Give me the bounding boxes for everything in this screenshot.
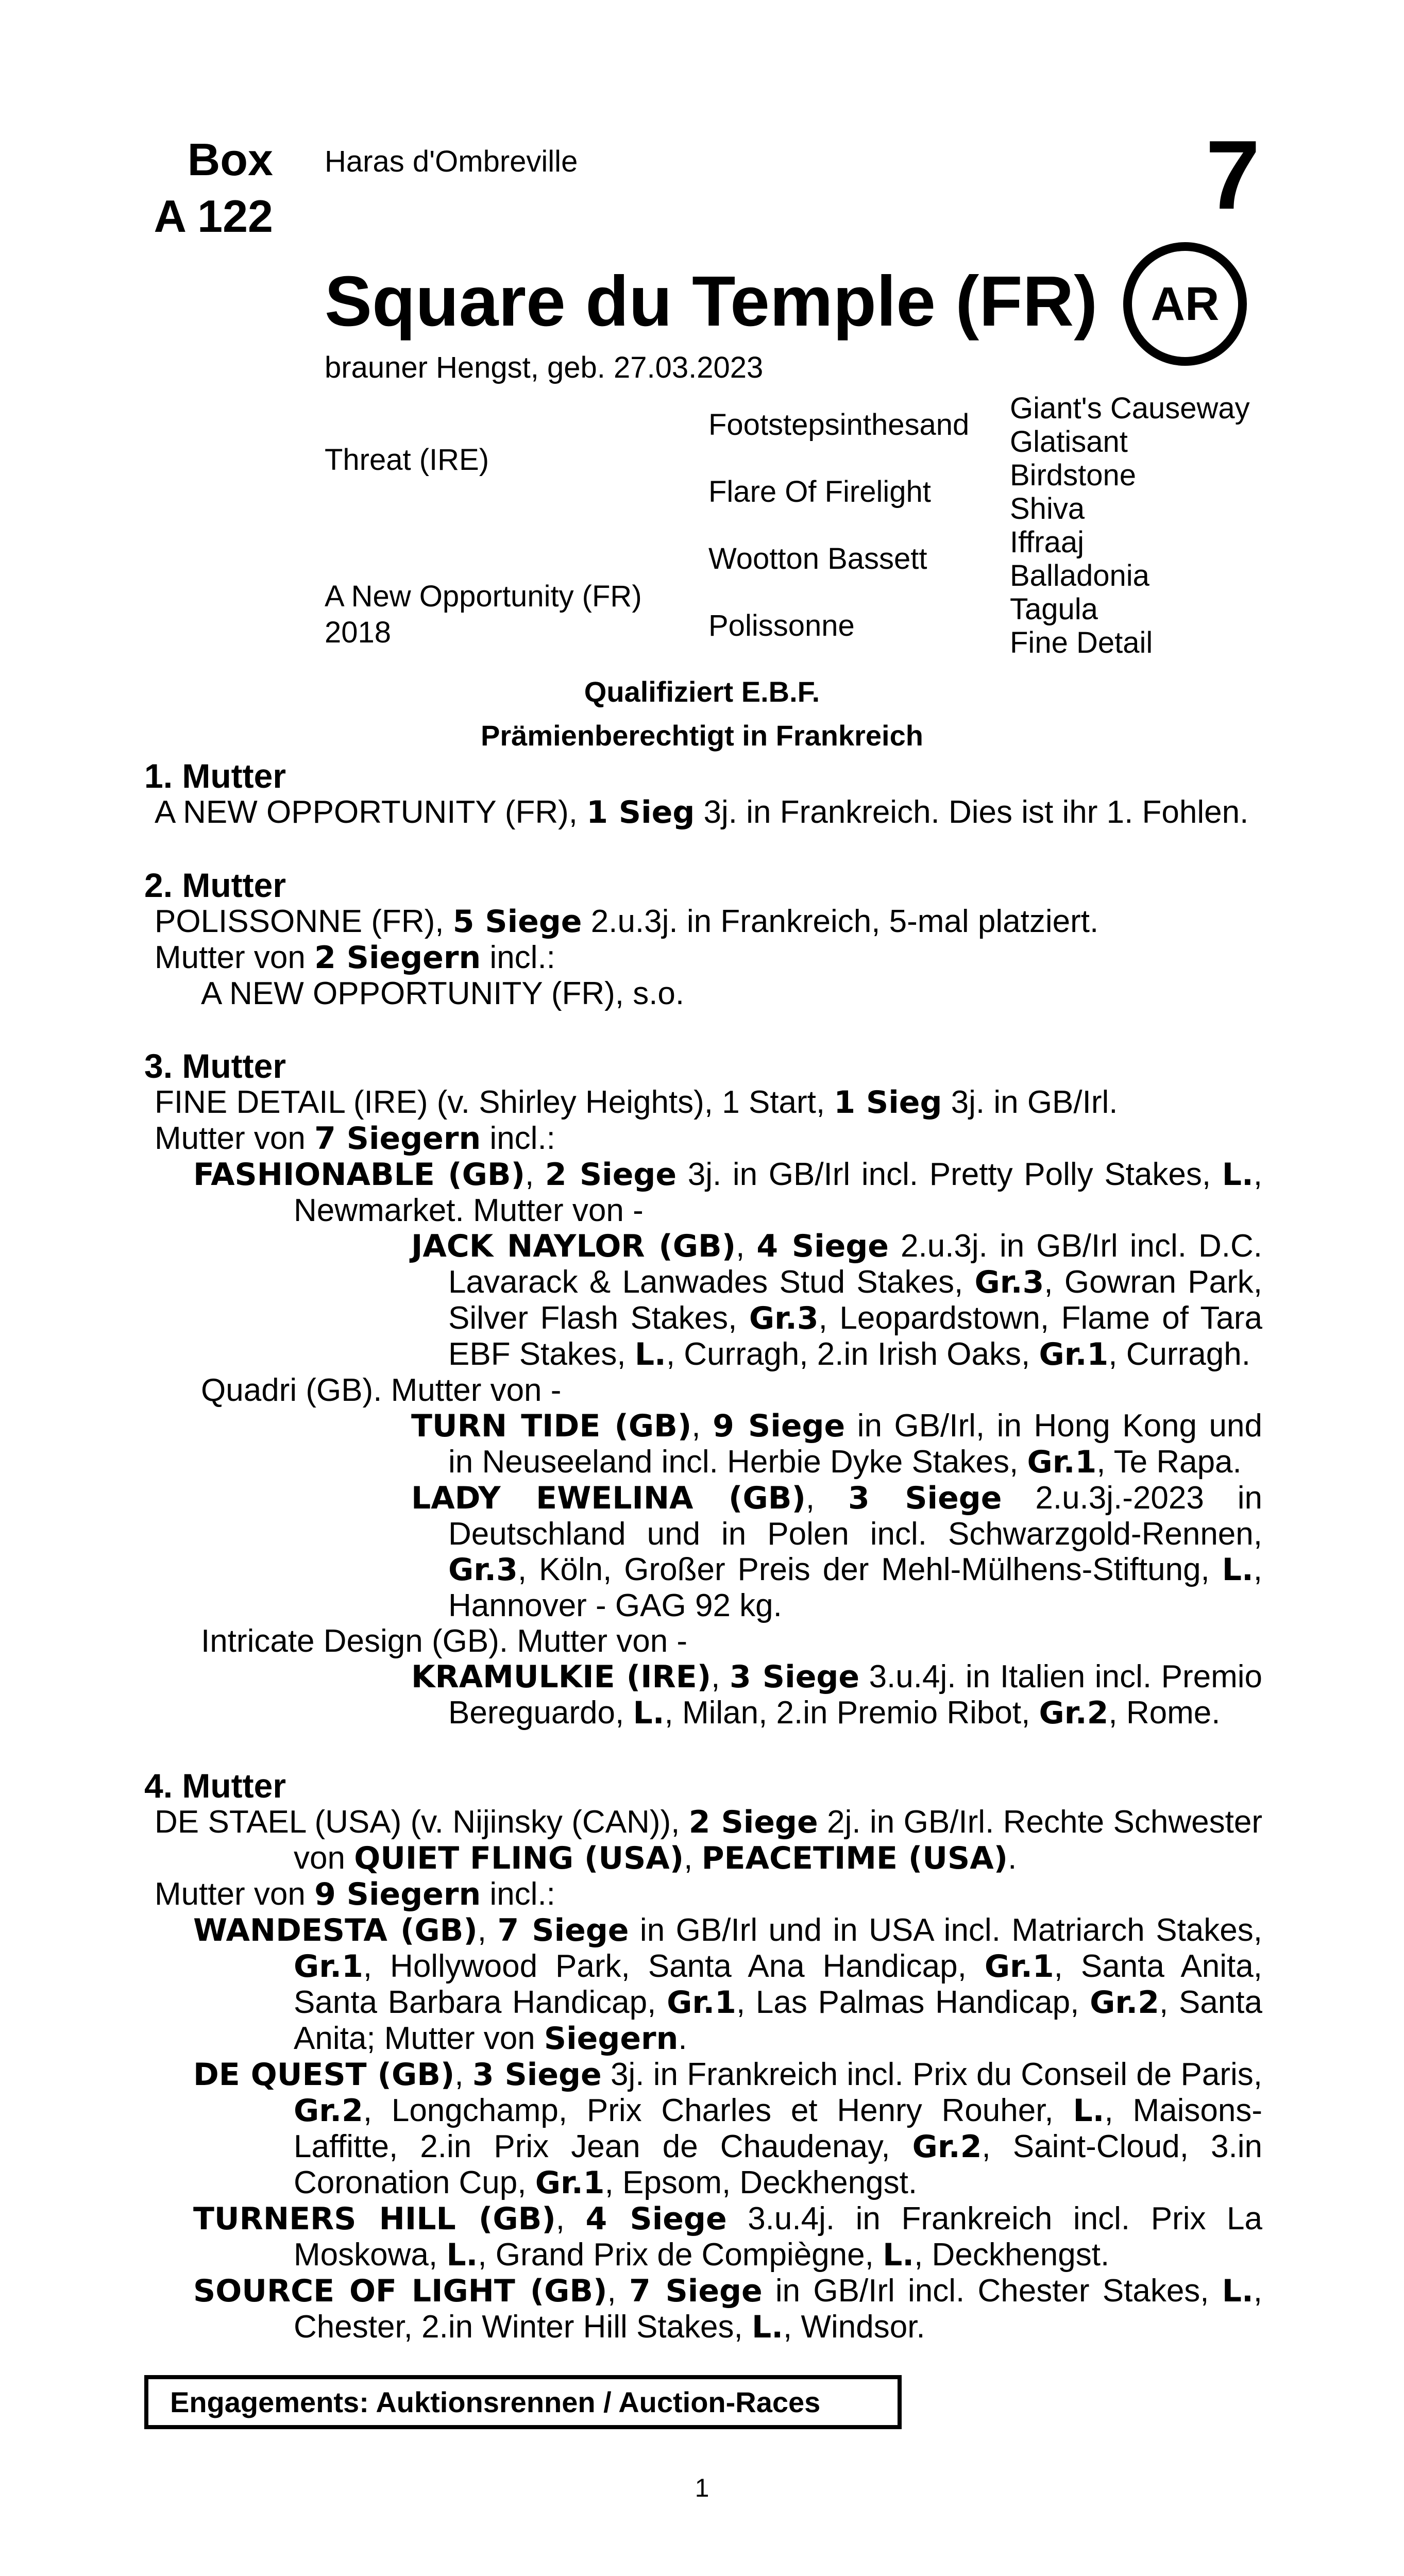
dam4-o2-g1: Gr.2 <box>294 2093 363 2129</box>
dam4-o1-text5: , Santa Anita; Mutter von <box>294 1985 1262 2056</box>
dam2-mother-of-count: 2 Siegern <box>314 940 481 976</box>
dam3-mother-of-pre: Mutter von <box>155 1121 315 1156</box>
dam4-o1-name: WANDESTA (GB) <box>193 1912 478 1948</box>
dam4-o3-wins: 4 Siege <box>585 2201 727 2237</box>
dam4-o1-g2: Gr.1 <box>984 1948 1054 1985</box>
dam4-o4-text3: , Windsor. <box>783 2309 925 2345</box>
dam2-record <box>144 904 1262 940</box>
pedigree-gen3-8: Fine Detail <box>1010 626 1153 659</box>
dam2-mother-of-post: incl.: <box>481 940 555 975</box>
dam3-offspring-1: FASHIONABLE (GB), 2 Siege 3j. in GB/Irl incl. Pretty Polly Stakes, L., Newmarket. Mutter von - <box>193 1157 1262 1228</box>
dam3-mother-of <box>144 1121 1262 1157</box>
dam4-o1-siegern: Siegern <box>544 2021 679 2057</box>
dam4-o2-text2: , Longchamp, Prix Charles et Henry Rouher, <box>363 2093 1073 2128</box>
pedigree-gen3-5: Iffraaj <box>1010 526 1085 559</box>
pedigree-gen2-2: Flare Of Firelight <box>708 475 931 509</box>
dam4-sibling-1: QUIET FLING (USA) <box>354 1840 684 1876</box>
dam4-o1-end: . <box>678 2021 687 2056</box>
dam3-g2-wins: 9 Siege <box>713 1408 845 1444</box>
dam4-o3-name: TURNERS HILL (GB) <box>193 2201 556 2237</box>
dam3-g1-text3: , Leopardstown, Flame of Tara EBF Stakes, <box>448 1300 1262 1372</box>
pedigree-dam-year: 2018 <box>325 616 392 649</box>
dam3-g4-text1: 3.u.4j. in Italien incl. Premio Bereguardo, <box>448 1659 1262 1731</box>
dam1-name: A NEW OPPORTUNITY (FR), <box>155 794 587 830</box>
engagements-text: Engagements: Auktionsrennen / Auction-Races <box>170 2386 821 2418</box>
dam4-sibling-2: PEACETIME (USA) <box>701 1840 1008 1876</box>
dam3-g1-grade1: Gr.3 <box>974 1264 1044 1300</box>
dam4-o3-text2: , Grand Prix de Compiègne, <box>478 2237 883 2273</box>
pedigree-gen3-6: Balladonia <box>1010 559 1149 592</box>
dam3-g4-grade2: Gr.2 <box>1039 1695 1109 1731</box>
dam3-o1-grade: L. <box>1222 1157 1254 1193</box>
engagements-box <box>144 2375 902 2429</box>
dam2-text: 2.u.3j. in Frankreich, 5-mal platziert. <box>582 904 1099 939</box>
dam4-o3-g2: L. <box>883 2237 915 2273</box>
dam4-o4-text1: in GB/Irl incl. Chester Stakes, <box>762 2273 1222 2309</box>
dam4-o1-g3: Gr.1 <box>667 1985 736 2021</box>
dam4-o1-text4: , Las Palmas Handicap, <box>736 1985 1090 2020</box>
dam4-mother-of-post: incl.: <box>481 1876 555 1912</box>
ar-badge-icon <box>1123 242 1247 366</box>
dam3-o1-name: FASHIONABLE (GB) <box>193 1157 526 1193</box>
dam3-offspring-2: Quadri (GB). Mutter von - <box>201 1372 562 1408</box>
pedigree-gen3-1: Giant's Causeway <box>1010 392 1250 425</box>
dam4-o3-text1: 3.u.4j. in Frankreich incl. Prix La Moskowa, <box>294 2201 1263 2273</box>
dam4-text: 2j. in GB/Irl. Rechte Schwester von <box>294 1804 1262 1876</box>
dam3-grand-1: JACK NAYLOR (GB), 4 Siege 2.u.3j. in GB/Irl incl. D.C. Lavarack & Lanwades Stud Stakes, Gr.3, Gowran Park, Silver Flash Stakes, Gr.3, Leopardstown, Flame of Tara EBF Stakes, L., Curragh, 2.in Irish Oaks, Gr.1, Curragh. <box>411 1228 1262 1372</box>
dam4-o4-wins: 7 Siege <box>629 2273 763 2309</box>
dam3-name: FINE DETAIL (IRE) (v. Shirley Heights), 1 Start, <box>155 1084 834 1120</box>
dam3-g3-text2: , Köln, Großer Preis der Mehl-Mülhens-Stiftung, <box>517 1552 1222 1587</box>
dam1-text: 3j. in Frankreich. Dies ist ihr 1. Fohlen. <box>695 794 1249 830</box>
dam3-heading: 3. Mutter <box>144 1047 286 1085</box>
ar-badge-text: AR <box>1151 277 1220 330</box>
breeder-name: Haras d'Ombreville <box>325 145 578 178</box>
pedigree-gen3-2: Glatisant <box>1010 425 1128 459</box>
dam4-o3-g1: L. <box>446 2237 478 2273</box>
dam3-g1-text5: , Curragh. <box>1108 1336 1250 1372</box>
dam4-o2-text4: , Saint-Cloud, 3.in Coronation Cup, <box>294 2129 1263 2200</box>
dam2-mother-of <box>144 940 1262 976</box>
dam3-g1-wins: 4 Siege <box>756 1228 889 1264</box>
dam4-sep: , <box>684 1840 702 1876</box>
dam4-o1-text1: in GB/Irl und in USA incl. Matriarch Stakes, <box>629 1912 1262 1948</box>
pedigree-dam: A New Opportunity (FR) <box>325 580 642 613</box>
dam3-g2-grade1: Gr.1 <box>1027 1444 1097 1480</box>
dam3-g2-name: TURN TIDE (GB) <box>411 1408 692 1444</box>
dam3-g1-text1: 2.u.3j. in GB/Irl incl. D.C. Lavarack & Lanwades Stud Stakes, <box>448 1228 1262 1300</box>
dam3-o1-text2: , Newmarket. Mutter von - <box>294 1157 1262 1228</box>
horse-description: brauner Hengst, geb. 27.03.2023 <box>325 351 764 384</box>
dam4-o2-wins: 3 Siege <box>472 2057 602 2093</box>
dam3-g1-name: JACK NAYLOR (GB) <box>411 1228 736 1264</box>
dam4-o1-text3: , Santa Anita, Santa Barbara Handicap, <box>294 1948 1262 2020</box>
dam4-offspring-3: TURNERS HILL (GB), 4 Siege 3.u.4j. in Frankreich incl. Prix La Moskowa, L., Grand Prix de Compiègne, L., Deckhengst. <box>193 2201 1263 2273</box>
pedigree-gen2-3: Wootton Bassett <box>708 542 927 575</box>
dam4-o2-text3: , Maisons-Laffitte, 2.in Prix Jean de Chaudenay, <box>294 2093 1263 2164</box>
dam3-g2-text2: , Te Rapa. <box>1096 1444 1242 1480</box>
dam3-g3-wins: 3 Siege <box>848 1480 1002 1516</box>
dam4-o4-g1: L. <box>1222 2273 1254 2309</box>
dam1-heading: 1. Mutter <box>144 757 286 795</box>
dam3-g3-grade1: Gr.3 <box>448 1552 518 1588</box>
pedigree-gen3-3: Birdstone <box>1010 459 1137 492</box>
dam1-wins: 1 Sieg <box>586 794 695 831</box>
dam2-mother-of-pre: Mutter von <box>155 940 315 975</box>
dam4-end: . <box>1008 1840 1017 1876</box>
dam3-grand-4: KRAMULKIE (IRE), 3 Siege 3.u.4j. in Italien incl. Premio Bereguardo, L., Milan, 2.in Premio Ribot, Gr.2, Rome. <box>411 1659 1262 1731</box>
pedigree-gen3-4: Shiva <box>1010 492 1085 526</box>
dam4-o2-name: DE QUEST (GB) <box>193 2057 455 2093</box>
dam4-name: DE STAEL (USA) (v. Nijinsky (CAN)), <box>155 1804 689 1840</box>
pedigree-sire: Threat (IRE) <box>325 443 489 477</box>
dam3-record <box>144 1084 1262 1121</box>
dam2-wins: 5 Siege <box>452 904 582 940</box>
dam3-g4-grade1: L. <box>633 1695 665 1731</box>
dam3-g3-name: LADY EWELINA (GB) <box>411 1480 806 1516</box>
dam4-mother-of-count: 9 Siegern <box>314 1876 481 1912</box>
pedigree-gen2-4: Polissonne <box>708 609 855 642</box>
dam3-g4-text2: , Milan, 2.in Premio Ribot, <box>664 1695 1039 1731</box>
dam2-section <box>144 867 1262 1011</box>
dam3-grand-2: TURN TIDE (GB), 9 Siege in GB/Irl, in Hong Kong und in Neuseeland incl. Herbie Dyke Stakes, Gr.1, Te Rapa. <box>411 1408 1262 1480</box>
dam4-mother-of <box>144 1876 1262 1912</box>
dam4-o2-text5: , Epsom, Deckhengst. <box>604 2165 918 2200</box>
dam3-g4-text3: , Rome. <box>1108 1695 1221 1731</box>
dam3-g1-grade3: L. <box>634 1336 666 1372</box>
dam2-heading: 2. Mutter <box>144 866 286 904</box>
dam4-o1-text2: , Hollywood Park, Santa Ana Handicap, <box>363 1948 985 1984</box>
dam4-section <box>144 1767 1262 2345</box>
dam4-mother-of-pre: Mutter von <box>155 1876 315 1912</box>
dam4-o4-text2: , Chester, 2.in Winter Hill Stakes, <box>294 2273 1262 2345</box>
dam3-g1-text2: , Gowran Park, Silver Flash Stakes, <box>448 1264 1262 1336</box>
dam3-o1-wins: 2 Siege <box>545 1157 677 1193</box>
dam3-text: 3j. in GB/Irl. <box>942 1084 1118 1120</box>
box-label: Box <box>187 134 273 185</box>
dam3-g3-text3: , Hannover - GAG 92 kg. <box>448 1552 1262 1623</box>
dam4-o1-wins: 7 Siege <box>497 1912 629 1948</box>
dam3-g4-name: KRAMULKIE (IRE) <box>411 1659 712 1695</box>
dam1-record <box>144 794 1262 831</box>
dam4-offspring-4: SOURCE OF LIGHT (GB), 7 Siege in GB/Irl incl. Chester Stakes, L., Chester, 2.in Winter Hill Stakes, L., Windsor. <box>193 2273 1262 2345</box>
dam3-g3-grade2: L. <box>1222 1552 1254 1588</box>
dam3-g2-text1: in GB/Irl, in Hong Kong und in Neuseeland incl. Herbie Dyke Stakes, <box>448 1408 1262 1480</box>
qualification-ebf: Qualifiziert E.B.F. <box>584 675 820 708</box>
qualification-premium: Prämienberechtigt in Frankreich <box>481 719 923 752</box>
dam3-mother-of-post: incl.: <box>481 1121 555 1156</box>
dam3-g3-text1: 2.u.3j.-2023 in Deutschland und in Polen incl. Schwarzgold-Rennen, <box>448 1480 1262 1552</box>
dam4-o4-name: SOURCE OF LIGHT (GB) <box>193 2273 607 2309</box>
page-number: 1 <box>695 2473 709 2502</box>
horse-name: Square du Temple (FR) <box>325 262 1098 341</box>
dam2-name: POLISSONNE (FR), <box>155 904 453 939</box>
dam4-o1-g4: Gr.2 <box>1090 1985 1159 2021</box>
dam4-o2-text1: 3j. in Frankreich incl. Prix du Conseil de Paris, <box>601 2057 1263 2092</box>
dam3-g1-grade4: Gr.1 <box>1039 1336 1109 1372</box>
dam4-wins: 2 Siege <box>688 1804 818 1840</box>
dam3-o1-text1: 3j. in GB/Irl incl. Pretty Polly Stakes, <box>676 1157 1222 1192</box>
dam4-offspring-2: DE QUEST (GB), 3 Siege 3j. in Frankreich incl. Prix du Conseil de Paris, Gr.2, Longchamp, Prix Charles et Henry Rouher, L., Maisons-Laffitte, 2.in Prix Jean de Chaudenay, Gr.2, Saint-Cloud, 3.in Coronation Cup, Gr.1, Epsom, Deckhengst. <box>193 2057 1263 2201</box>
dam4-o2-g3: Gr.2 <box>912 2129 982 2165</box>
dam4-o2-g2: L. <box>1073 2093 1105 2129</box>
dam4-heading: 4. Mutter <box>144 1767 286 1805</box>
dam4-o3-text3: , Deckhengst. <box>914 2237 1110 2273</box>
dam2-offspring-1: A NEW OPPORTUNITY (FR), s.o. <box>201 976 685 1011</box>
dam3-g4-wins: 3 Siege <box>729 1659 860 1695</box>
dam4-record <box>144 1804 1262 1876</box>
dam4-o1-g1: Gr.1 <box>294 1948 363 1985</box>
dam4-o4-g2: L. <box>751 2309 784 2345</box>
dam4-offspring-1: WANDESTA (GB), 7 Siege in GB/Irl und in USA incl. Matriarch Stakes, Gr.1, Hollywood Park, Santa Ana Handicap, Gr.1, Santa Anita, Santa Barbara Handicap, Gr.1, Las Palmas Handicap, Gr.2, Santa Anita; Mutter von Siegern. <box>193 1912 1262 2057</box>
dam3-section <box>144 1047 1262 1731</box>
dam3-g1-grade2: Gr.3 <box>749 1300 819 1336</box>
family-content <box>144 757 1262 2381</box>
dam3-wins: 1 Sieg <box>834 1084 942 1121</box>
dam3-mother-of-count: 7 Siegern <box>314 1121 481 1157</box>
dam3-grand-3: LADY EWELINA (GB), 3 Siege 2.u.3j.-2023 in Deutschland und in Polen incl. Schwarzgold-Rennen, Gr.3, Köln, Großer Preis der Mehl-Mülhens-Stiftung, L., Hannover - GAG 92 kg. <box>411 1480 1262 1623</box>
dam1-section <box>144 757 1262 831</box>
dam4-o2-g4: Gr.1 <box>535 2165 605 2201</box>
box-number: A 122 <box>154 191 273 242</box>
box-label-block <box>144 131 273 245</box>
pedigree-gen3-7: Tagula <box>1010 592 1098 626</box>
dam3-offspring-3: Intricate Design (GB). Mutter von - <box>201 1623 688 1659</box>
lot-number: 7 <box>1206 121 1260 230</box>
dam3-g1-text4: , Curragh, 2.in Irish Oaks, <box>666 1336 1039 1372</box>
pedigree-gen2-1: Footstepsinthesand <box>708 408 970 442</box>
